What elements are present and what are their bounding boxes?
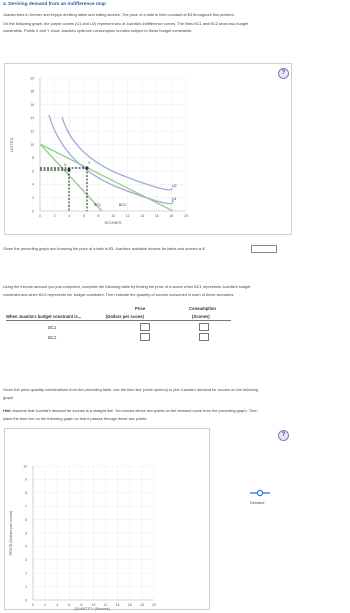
consumption-header: Consumption xyxy=(189,306,216,311)
intro-line-1: Juanita lives in Denver and enjoys drinking lattes and eating scones. The price of a latte is held constant at $3 throughout this problem. xyxy=(3,12,235,17)
income-question: Given the preceding graph and knowing the price of a latte is $3, Juanita's available income for lattes and scones is $ xyxy=(3,246,205,251)
graph1-ytick-label: 14 xyxy=(30,116,34,121)
income-input[interactable] xyxy=(251,245,277,253)
indifference-graph xyxy=(4,63,294,235)
graph1-xtick-label: 8 xyxy=(97,214,100,218)
graph1-ytick-label: 20 xyxy=(30,76,34,81)
graph2-ytick-label: 4 xyxy=(25,544,27,549)
graph1-ytick-label: 16 xyxy=(30,102,34,107)
graph2-xtick-label: 10 xyxy=(91,603,96,607)
hint-bold-label: Hint: xyxy=(3,408,12,413)
graph2-ytick-label: 3 xyxy=(25,558,27,563)
graph1-xtick-label: 18 xyxy=(169,214,174,218)
graph1-xtick-label: 0 xyxy=(39,214,41,218)
graph2-ytick-label: 5 xyxy=(25,531,27,536)
point-x-marker xyxy=(67,168,70,171)
graph2-xtick-label: 18 xyxy=(140,603,144,607)
graph2-xtick-label: 8 xyxy=(80,603,83,607)
graph2-ytick-label: 2 xyxy=(25,571,27,576)
row-bc2-label: BC2 xyxy=(48,335,57,340)
graph2-ytick-label: 10 xyxy=(23,464,27,469)
hint-line-1 xyxy=(3,407,258,414)
u2-curve xyxy=(62,117,172,190)
bc1-consumption-input[interactable] xyxy=(199,323,209,331)
bc2-label: BC2 xyxy=(119,203,126,207)
bc1-label: BC1 xyxy=(94,203,101,207)
hint-line-2: place the blue line on the following graph so that it passes through these two points. xyxy=(3,416,148,421)
graph1-ytick-label: 2 xyxy=(32,196,34,200)
row-bc1-label: BC1 xyxy=(48,325,57,330)
point-y-marker xyxy=(85,166,88,169)
point-y-label: Y xyxy=(88,161,91,165)
graph1-ytick-label: 12 xyxy=(30,129,34,134)
graph1-ytick-label: 18 xyxy=(30,89,34,94)
bc2-line xyxy=(40,144,173,211)
graph2-xtick-label: 0 xyxy=(32,603,34,607)
consumption-subheader: (Scones) xyxy=(192,314,210,319)
graph1-ytick-label: 4 xyxy=(32,182,34,187)
u2-label: U2 xyxy=(172,184,177,188)
graph1-ytick-label: 0 xyxy=(32,209,34,214)
graph2-ytick-label: 0 xyxy=(25,598,27,603)
graph1-xtick-label: 16 xyxy=(154,214,159,218)
graph1-ytick-label: 6 xyxy=(32,169,34,174)
demand-tool[interactable] xyxy=(250,490,270,495)
bc1-price-input[interactable] xyxy=(140,323,150,331)
bc1-line xyxy=(40,144,102,211)
graph2-xtick-label: 20 xyxy=(152,603,156,607)
help-icon-graph1[interactable]: ? xyxy=(278,68,289,79)
point-x-label: X xyxy=(64,163,67,167)
demand-legend-label: Demand xyxy=(250,501,265,505)
graph1-xtick-label: 4 xyxy=(68,214,71,218)
table-header-divider xyxy=(6,320,231,321)
demand-graph xyxy=(4,428,350,613)
demand-circle-icon[interactable] xyxy=(257,490,262,495)
graph1-xlabel: SCONES xyxy=(104,220,122,225)
graph2-xtick-label: 14 xyxy=(115,603,120,607)
price-header: Price xyxy=(135,306,146,311)
u1-label: U1 xyxy=(172,197,177,201)
graph2-ytick-label: 9 xyxy=(25,477,27,482)
graph2-xtick-label: 6 xyxy=(68,603,71,607)
bc2-price-input[interactable] xyxy=(140,333,150,341)
price-consumption-table xyxy=(6,306,231,368)
graph2-xtick-label: 4 xyxy=(56,603,59,607)
page-title: 4. Deriving demand from an indifference map xyxy=(3,2,106,7)
intro-line-2: On the following graph, the purple curves (U1 and U2) represent two of Juanita's indifference curves. The lines BC1 and BC2 show two budget xyxy=(3,21,249,26)
graph1-ylabel: LATTES xyxy=(9,137,14,153)
demand-intro-line-1: Given the price-quantity combinations from the preceding table, use the blue line (circle symbol) to plot Juanita's demand for scones on the following xyxy=(3,387,259,392)
demand-intro-line-2: graph. xyxy=(3,395,15,400)
help-icon-graph2[interactable]: ? xyxy=(278,430,289,441)
graph1-ytick-label: 10 xyxy=(30,142,34,147)
table-intro-line-1: Using the income amount you just computed, complete the following table by finding the price of a scone when BC1 represents Juanita's budget xyxy=(3,284,251,289)
graph2-xtick-label: 16 xyxy=(127,603,132,607)
graph1-ytick-label: 8 xyxy=(32,156,34,161)
graph2-ytick-label: 1 xyxy=(25,584,27,589)
graph2-ytick-label: 7 xyxy=(25,504,27,509)
bc2-consumption-input[interactable] xyxy=(199,333,209,341)
graph2-xlabel: QUANTITY (Scones) xyxy=(74,607,110,611)
graph2-xtick-label: 2 xyxy=(44,603,47,607)
table-intro-line-2: constraint and when BC2 represents her budget constraint. Then indicate the quantity of scones consumed in each of these scenarios. xyxy=(3,292,235,297)
price-subheader: (Dollars per scone) xyxy=(106,314,144,319)
intro-line-3: constraints. Points X and Y show Juanita's optimum consumption bundles subject to these budget constraints. xyxy=(3,28,193,33)
graph1-xtick-label: 12 xyxy=(125,214,130,218)
graph1-xtick-label: 10 xyxy=(111,214,115,218)
graph1-xtick-label: 6 xyxy=(82,214,85,218)
u1-curve xyxy=(49,115,173,204)
graph2-ytick-label: 6 xyxy=(25,517,27,522)
graph2-ylabel: PRICE (Dollars per scone) xyxy=(9,510,13,556)
budget-constraint-header: When Juanita's budget constraint is... xyxy=(6,314,82,319)
graph2-ytick-label: 8 xyxy=(25,491,27,496)
graph2-xtick-label: 12 xyxy=(103,603,108,607)
graph1-xtick-label: 14 xyxy=(140,214,145,218)
graph1-xtick-label: 20 xyxy=(184,214,188,218)
hint-text-1: Assume that Juanita's demand for scones is a straight line. You should derive two points on the demand curve from the preceding graph. Then xyxy=(11,408,258,413)
graph1-xtick-label: 2 xyxy=(53,214,56,218)
